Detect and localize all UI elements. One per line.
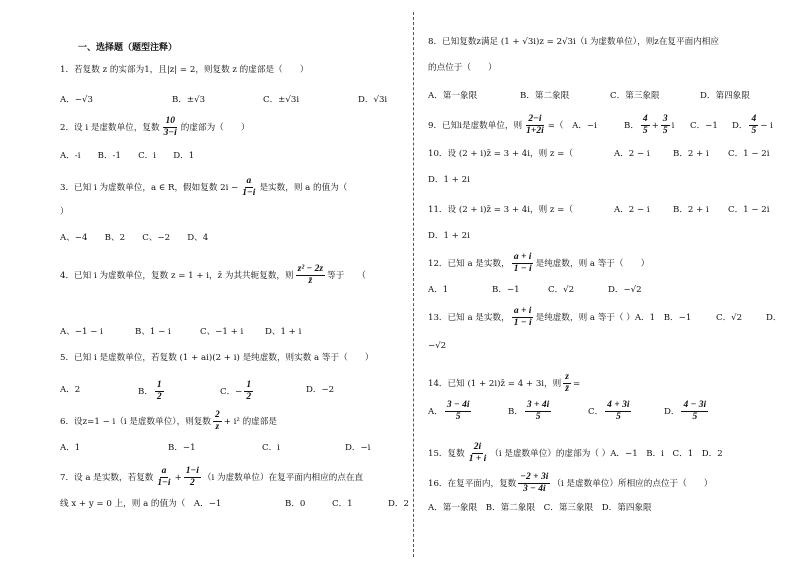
q9-option-b: B． $\frac{4}{5}$ + $\frac{3}{5}$ i [624,114,675,136]
q6-option-d: D．−i [345,443,371,453]
q13-option-c: C．√2 [716,313,743,323]
q6-text-end: + i² 的虚部是 [223,417,277,427]
q1-option-b: B．±√3 [172,95,206,105]
q6-text: 6．设z=1 − i（i 是虚数单位），则复数 [60,417,211,427]
q4-option-b: B、1 − i [135,327,171,337]
q16-numerator: −2 + 3i [520,472,549,482]
q9-option-c: C．−1 [690,121,718,131]
q16-text: 16．在复平面内，复数 [428,479,517,489]
q6-option-c: C．i [262,443,280,453]
q2-stem [60,116,250,139]
q16-stem [428,472,713,495]
q10-option-b: B．2 + i [673,149,709,159]
q12-numerator: a + i [513,252,532,262]
q12-denominator: 1 − i [513,264,532,274]
q2-denominator: 3−i [163,128,177,138]
q13-option-d: D． [766,313,782,323]
q10-option-c: C．1 − 2i [728,149,770,159]
q16-text-end: （i 是虚数单位）所相应的点位于（ ） [552,479,713,489]
q4-option-a: A、−1 − i [60,327,103,337]
q5-b-numerator: 1 [156,380,162,390]
q1-option-a: A．−√3 [60,95,93,105]
q10-text: 10．设 (2 + i)z̄ = 3 + 4i，则 z =（ [428,149,573,159]
q9-d-denominator: 5 [751,126,757,136]
q5-c-numerator: 1 [246,380,252,390]
q3-text: 3．已知 i 为虚数单位，a ∈ R，假如复数 2i − [60,183,239,193]
q5-options [60,380,400,406]
q9-b-label: B． [624,121,639,131]
q9-d-numerator: 4 [751,114,757,124]
q13-denominator: 1 − i [513,318,532,328]
section-title: 一、选择题（题型注释） [78,43,178,53]
q14-option-c [588,400,633,423]
q2-text: 2．设 i 是虚数单位，复数 [60,123,160,133]
q7-fraction-2 [184,466,201,489]
q8-stem: 8．已知复数z满足 (1 + √3i)z = 2√3i（i 为虚数单位），则z在复平面内相应 [428,37,719,47]
q12-option-b: B．−1 [492,285,520,295]
q14-a-numerator: 3 − 4i [446,400,470,410]
left-column [60,0,409,566]
q4-fraction [296,264,326,287]
q4-text-end: 等于 （ [327,271,366,281]
q14-c-numerator: 4 + 3i [607,400,630,410]
q7-numerator-2: 1−i [185,466,199,476]
q14-a-label: A． [428,407,443,417]
q16-fraction [518,472,550,495]
q14-d-label: D． [664,407,680,417]
q12-option-d: D．−√2 [608,285,642,295]
q3-denominator: 1−i [242,188,256,198]
q5-option-c [220,380,255,403]
q5-option-b [138,380,166,403]
q9-option-d [732,114,773,137]
q9-stem [428,114,788,140]
q12-text-end: 是纯虚数，则 a 等于（ ） [535,259,650,269]
q7-option-b: B．0 [285,499,306,509]
q12-stem [428,252,649,275]
q14-option-b [508,400,553,423]
q14-option-d [664,400,710,423]
q4-stem [60,264,366,287]
q8-option-a: A．第一象限 [428,91,478,101]
q15-denominator: 1 + i [468,454,487,464]
q7-option-c: C．1 [332,499,353,509]
q14-text-end: = [572,379,581,389]
q3-numerator: a [246,176,252,186]
q2-numerator: 10 [165,116,175,126]
q7-denominator-1: 1−i [157,478,171,488]
q7-denominator-2: 2 [189,478,195,488]
q15-fraction [467,442,489,465]
q9-b-den-1: 5 [642,126,648,136]
q14-options [428,400,788,426]
q14-c-label: C． [588,407,604,417]
q7-fraction-1 [155,466,172,489]
q7-text-end: （i 为虚数单位）在复平面内相应的点在直 [202,473,364,483]
q14-stem [428,372,580,395]
q5-c-denominator: 2 [246,392,252,402]
q8-continuation: 的点位于（ ） [428,63,497,73]
q5-option-b-label: B． [138,387,153,397]
column-divider [413,12,414,557]
q12-fraction [512,252,534,275]
q5-option-c-label: C．− [220,387,243,397]
q7-stem: 7．设 a 是实数，若复数 $\frac{a}{1-i}$ + $\frac{1-i}{2}$ （i 为虚数单位）在复平面内相应的点在直 [60,466,364,488]
q13-text: 13．已知 a 是实数， [428,313,510,323]
q6-option-b: B．−1 [168,443,196,453]
q14-option-a [428,400,473,423]
q5-b-denominator: 2 [156,392,162,402]
q14-denominator: z̄ [565,384,569,394]
q11-option-c: C．1 − 2i [728,205,770,215]
q12-option-c: C．√2 [548,285,575,295]
q11-option-d: D．1 + 2i [428,231,470,241]
q16-options: A．第一象限 B．第二象限 C．第三象限 D．第四象限 [428,503,652,513]
q13-option-d-value: −√2 [428,341,447,351]
q3-continuation: ） [60,207,69,217]
q14-numerator: z [565,372,569,382]
q9-text-end: =（ A．−i [547,121,597,131]
q7-line2-text: 线 x + y = 0 上，则 a 的值为（ A．−1 [60,499,222,509]
q7-numerator-1: a [161,466,167,476]
q14-c-denominator: 5 [615,412,621,422]
q14-b-numerator: 3 + 4i [526,400,550,410]
q8-option-b: B．第二象限 [520,91,570,101]
q7-option-d: D．2 [388,499,409,509]
q2-fraction [162,116,179,139]
q5-option-a: A．2 [60,385,81,395]
q6-stem [60,410,277,433]
q1-stem: 1．若复数 z 的实部为1，且|z| = 2，则复数 z 的虚部是（ ） [60,65,309,75]
q9-text: 9．已知i是虚数单位，则 [428,121,523,131]
q15-numerator: 2i [473,442,482,452]
q13-numerator: a + i [513,306,532,316]
q9-d-suffix: − i [760,121,773,131]
q12-option-a: A．1 [428,285,449,295]
q10-option-d: D．1 + 2i [428,175,470,185]
q9-numerator: 2−i [528,114,542,124]
q14-b-denominator: 5 [535,412,541,422]
q9-b-suffix: i [671,121,675,131]
q4-text: 4．已知 i 为虚数单位，复数 z = 1 + i，z̄ 为其共轭复数，则 [60,271,294,281]
q2-options: A．-i B．-1 C．i D．1 [60,151,195,161]
q4-option-c: C、−1 + i [200,327,244,337]
q3-options: A、−4 B、2 C、−2 D、4 [60,233,209,243]
q13-text-end: 是纯虚数，则 a 等于（ ）A．1 B．−1 [535,313,692,323]
q1-option-c: C．±√3i [263,95,300,105]
q8-option-c: C．第三象限 [610,91,660,101]
q6-fraction [213,410,222,433]
q13-left [428,306,691,329]
q9-b-num-1: 4 [642,114,648,124]
q5-stem: 5．已知 i 是虚数单位，若复数 (1 + ai)(2 + i) 是纯虚数，则实数 a 等于（ ） [60,353,374,363]
q11-text: 11．设 (2 + i)z̄ = 3 + 4i，则 z =（ [428,205,573,215]
q14-fraction [563,372,571,395]
q15-stem [428,442,723,465]
q14-b-label: B． [508,407,523,417]
q4-numerator: z² − 2z [297,264,324,274]
q14-d-numerator: 4 − 3i [683,400,707,410]
q9-d-label: D． [732,121,748,131]
q4-option-d: D、1 + i [265,327,302,337]
q9-b-den-2: 5 [662,126,668,136]
q6-option-a: A．1 [60,443,81,453]
q8-option-d: D．第四象限 [700,91,750,101]
q4-denominator: z̄ [308,276,313,286]
q3-stem [60,176,347,199]
q15-text-end: （i 是虚数单位）的虚部为（ ）A．−1 B．i C．1 D．2 [490,449,723,459]
q16-denominator: 3 − 4i [522,484,546,494]
q9-b-num-2: 3 [662,114,668,124]
q3-text-end: 是实数，则 a 的值为（ [259,183,348,193]
q6-numerator: 2 [214,410,220,420]
q9-denominator: 1+2i [526,126,544,136]
q14-a-denominator: 5 [455,412,461,422]
q5-option-d: D．−2 [306,385,335,395]
q10-option-a: A．2 − i [614,149,650,159]
q3-fraction [240,176,257,199]
q11-option-b: B．2 + i [673,205,709,215]
q14-text: 14．已知 (1 + 2i)z̄ = 4 + 3i，则 [428,379,562,389]
q14-d-denominator: 5 [692,412,698,422]
q9-left [428,114,597,137]
q7-text: 7．设 a 是实数，若复数 [60,473,154,483]
right-column [422,0,792,566]
q15-text: 15．复数 [428,449,465,459]
q1-option-d: D．√3i [358,95,388,105]
q6-denominator: z [215,422,220,432]
q12-text: 12．已知 a 是实数， [428,259,510,269]
q11-option-a: A．2 − i [614,205,650,215]
q2-text-end: 的虚部为（ ） [180,123,250,133]
